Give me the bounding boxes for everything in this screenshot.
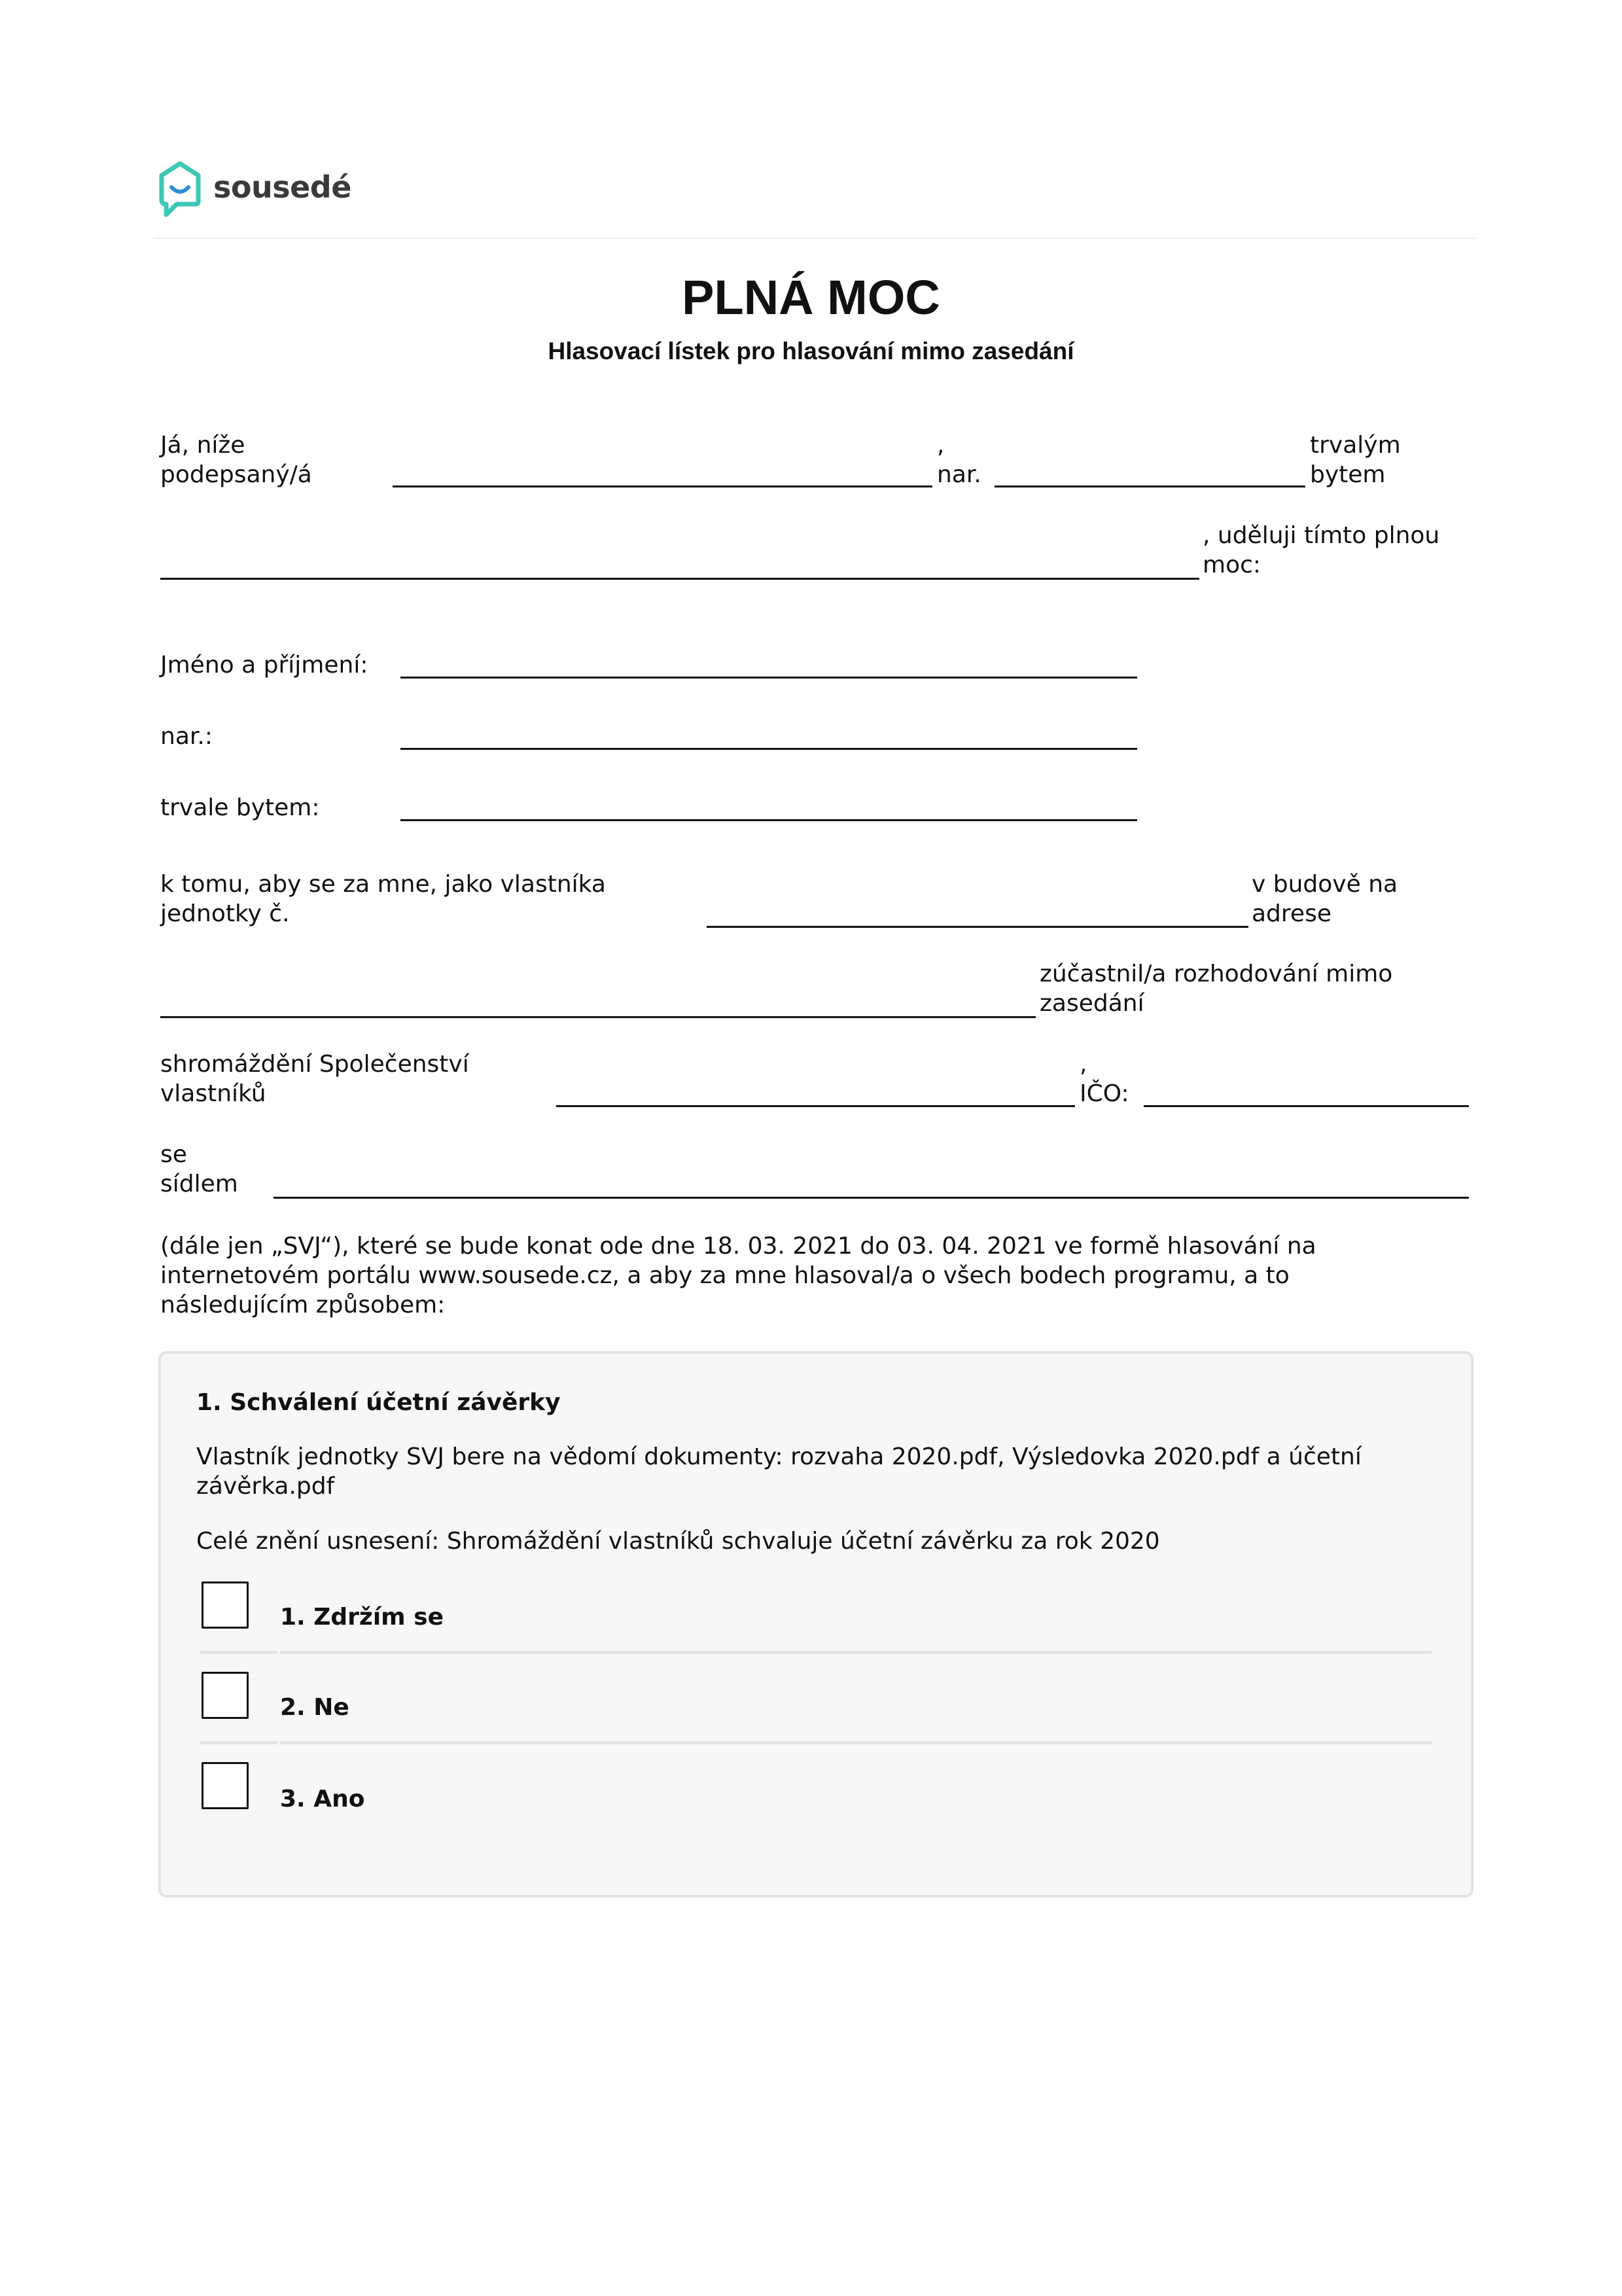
field-signer-address[interactable]: [160, 578, 1199, 580]
paragraph-line-3: následujícím způsobem:: [160, 1292, 446, 1318]
vote-description-2: závěrka.pdf: [196, 1473, 335, 1500]
page-subtitle: Hlasovací lístek pro hlasování mimo zasedání: [548, 338, 1074, 364]
label-ja-1: Já, níže: [160, 432, 245, 459]
vote-resolution: Celé znění usnesení: Shromáždění vlastníků schvaluje účetní závěrku za rok 2020: [196, 1528, 1160, 1555]
logo-text: sousedé: [213, 169, 351, 205]
label-se-1: se: [160, 1141, 187, 1168]
logo: [157, 160, 366, 220]
header-divider: [154, 238, 1475, 239]
label-nar: nar.: [937, 461, 981, 488]
label-ja-2: podepsaný/á: [160, 461, 312, 488]
vote-heading: 1. Schválení účetní závěrky: [196, 1389, 561, 1416]
field-svj-name[interactable]: [556, 1105, 1075, 1107]
sousede-logo-icon: [157, 160, 203, 220]
field-building-address[interactable]: [160, 1016, 1036, 1018]
label-nar-comma: ,: [937, 432, 945, 459]
label-vbudove-1: v budově na: [1252, 871, 1398, 898]
page-title: PLNÁ MOC: [682, 270, 940, 325]
label-shromazdeni-2: vlastníků: [160, 1080, 266, 1107]
label-udeluji-2: moc:: [1203, 552, 1261, 578]
option-label-yes: 3. Ano: [280, 1786, 365, 1812]
label-nar2: nar.:: [160, 723, 213, 750]
label-trvalym-2: bytem: [1310, 461, 1386, 488]
label-se-2: sídlem: [160, 1171, 238, 1197]
label-zucastnil-2: zasedání: [1040, 990, 1144, 1017]
field-svj-ico[interactable]: [1144, 1105, 1469, 1107]
option-checkbox-abstain[interactable]: [202, 1581, 249, 1629]
option-checkbox-yes[interactable]: [202, 1762, 249, 1809]
field-unit-number[interactable]: [707, 926, 1248, 928]
field-proxy-address[interactable]: [400, 819, 1137, 821]
field-proxy-name[interactable]: [400, 677, 1137, 679]
field-signer-name[interactable]: [393, 486, 932, 487]
label-trvalym-1: trvalým: [1310, 432, 1401, 459]
field-svj-seat[interactable]: [273, 1197, 1469, 1199]
option-label-no: 2. Ne: [280, 1694, 349, 1721]
option-checkbox-no[interactable]: [202, 1672, 249, 1719]
option-label-abstain: 1. Zdržím se: [280, 1604, 444, 1631]
label-ico: IČO:: [1080, 1080, 1129, 1107]
label-shromazdeni-1: shromáždění Společenství: [160, 1051, 469, 1078]
label-vbudove-2: adrese: [1252, 900, 1331, 927]
field-signer-birthdate[interactable]: [995, 486, 1305, 487]
option-divider: [280, 1651, 1432, 1654]
option-divider: [200, 1741, 277, 1744]
label-udeluji-1: , uděluji tímto plnou: [1203, 522, 1440, 549]
vote-card: [158, 1351, 1473, 1898]
label-zucastnil-1: zúčastnil/a rozhodování mimo: [1040, 961, 1393, 987]
label-trvale: trvale bytem:: [160, 794, 320, 821]
label-ico-comma: ,: [1080, 1051, 1087, 1078]
label-ktomu-2: jednotky č.: [160, 900, 290, 927]
paragraph-line-2: internetovém portálu www.sousede.cz, a aby za mne hlasoval/a o všech bodech programu, a to: [160, 1262, 1290, 1289]
paragraph-line-1: (dále jen „SVJ“), které se bude konat ode dne 18. 03. 2021 do 03. 04. 2021 ve formě hlasování na: [160, 1233, 1316, 1260]
field-proxy-birthdate[interactable]: [400, 748, 1137, 750]
label-ktomu-1: k tomu, aby se za mne, jako vlastníka: [160, 871, 606, 898]
option-divider: [280, 1741, 1432, 1744]
option-divider: [200, 1651, 277, 1654]
vote-description-1: Vlastník jednotky SVJ bere na vědomí dokumenty: rozvaha 2020.pdf, Výsledovka 2020.pdf a účetní: [196, 1443, 1362, 1470]
label-jmeno: Jméno a příjmení:: [160, 652, 368, 679]
